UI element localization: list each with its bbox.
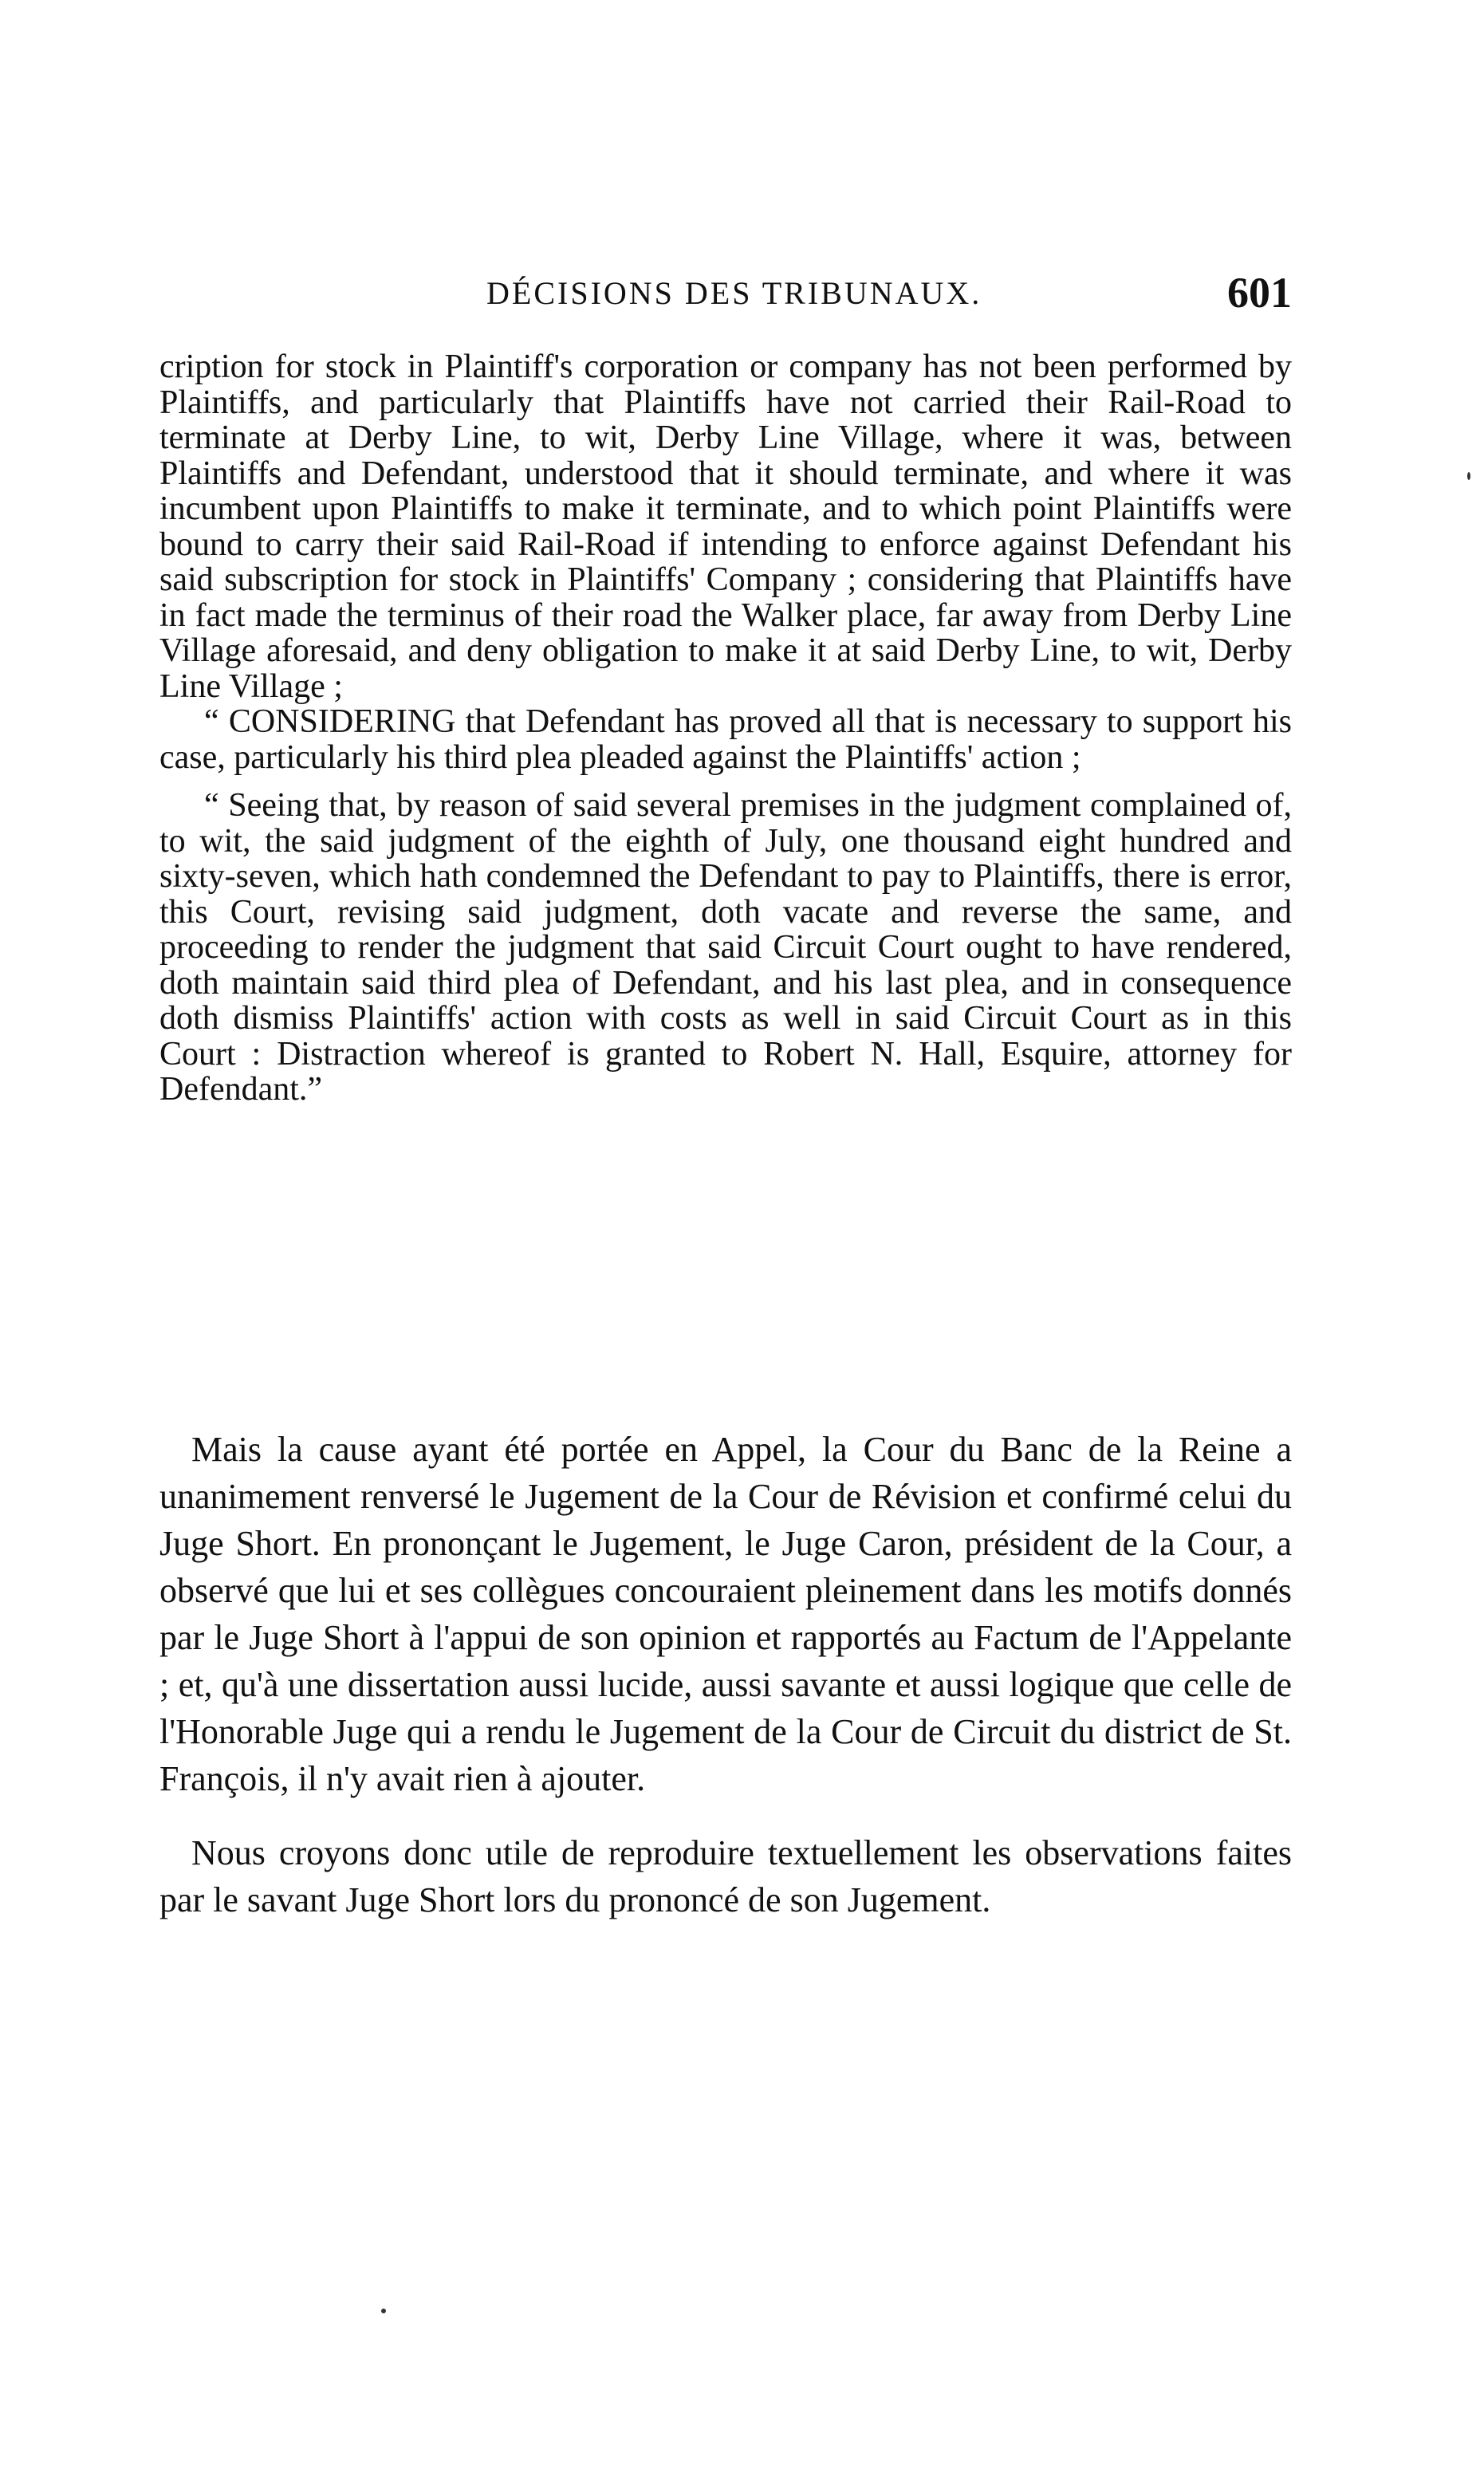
page-header (159, 271, 1292, 327)
body-paragraph: Nous croyons donc utile de reproduire textuellement les observations faites par le savant Juge Short lors du prononcé de son Jugement. (159, 1833, 1292, 1919)
quoted-judgment (159, 349, 1292, 1108)
body-text (159, 1426, 1292, 1923)
scan-speck (381, 2309, 386, 2313)
running-title: DÉCISIONS DES TRIBUNAUX. (486, 275, 982, 311)
quote-paragraph: “ CONSIDERING that Defendant has proved all that is necessary to support his case, particularly his third plea pleaded against the Plaintiffs' action ; (159, 703, 1292, 776)
quote-paragraph: cription for stock in Plaintiff's corporation or company has not been performed by Plaintiffs, and particularly that Plaintiffs have not carried their Rail-Road to terminate at Derby Line, to wit, Derby Line Village, where it was, between Plaintiffs and Defendant, understood that it should terminate, and where it was incumbent upon Plaintiffs to make it terminate, and to which point Plaintiffs were bound to carry their said Rail-Road if intending to enforce against Defendant his said subscription for stock in Plaintiffs' Company ; considering that Plaintiffs have in fact made the terminus of their road the Walker place, far away from Derby Line Village aforesaid, and deny obligation to make it at said Derby Line, to wit, Derby Line Village ; (159, 348, 1292, 705)
scan-speck (1467, 472, 1470, 480)
page-number: 601 (1227, 269, 1292, 317)
body-paragraph: Mais la cause ayant été portée en Appel, la Cour du Banc de la Reine a unanimement renversé le Jugement de la Cour de Révision et confirmé celui du Juge Short. En prononçant le Jugement, le Juge Caron, président de la Cour, a observé que lui et ses collègues concouraient pleinement dans les motifs donnés par le Juge Short à l'appui de son opinion et rapportés au Factum de l'Appelante ; et, qu'à une dissertation aussi lucide, aussi savante et aussi logique que celle de l'Honorable Juge qui a rendu le Jugement de la Cour de Circuit du district de St. François, il n'y avait rien à ajouter. (159, 1430, 1292, 1798)
quote-paragraph: “ Seeing that, by reason of said several premises in the judgment complained of, to wit, the said judgment of the eighth of July, one thousand eight hundred and sixty-seven, which hath condemned the Defendant to pay to Plaintiffs, there is error, this Court, revising said judgment, doth vacate and reverse the same, and proceeding to render the judgment that said Circuit Court ought to have rendered, doth maintain said third plea of Defendant, and his last plea, and in consequence doth dismiss Plaintiffs' action with costs as well in said Circuit Court as in this Court : Distraction whereof is granted to Robert N. Hall, Esquire, attorney for Defendant.” (159, 787, 1292, 1108)
